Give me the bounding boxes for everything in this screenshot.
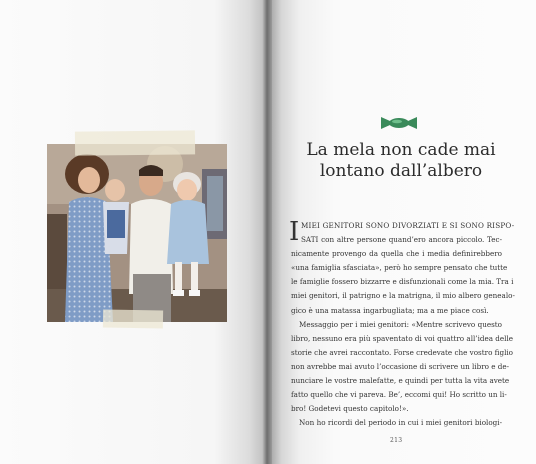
text-line: Non ho ricordi del periodo in cui i miei genitori biologi- [299, 418, 502, 428]
chapter-title [291, 140, 511, 182]
text-line: storie che avrei raccontato. Forse credevate che vostro figlio [291, 347, 513, 357]
text-line: nicamente provengo da quella che i media definirebbero [291, 249, 502, 259]
wrapped-candy-icon [380, 115, 418, 131]
text-line: SATI con altre persone quand’ero ancora piccolo. Tec- [301, 235, 502, 245]
book-gutter [262, 0, 272, 464]
text-line: bro! Godetevi questo capitolo!». [291, 404, 409, 414]
photo-tape-top [75, 130, 195, 155]
chapter-title-line-1: La mela non cade mai [306, 140, 496, 160]
text-line: le famiglie fossero bizzarre e disfunzionali come la mia. Tra i [291, 277, 514, 287]
text-line: gico è una matassa ingarbugliata; ma a me piace così. [291, 305, 489, 315]
drop-cap: I [289, 217, 300, 247]
text-line: nunciare le vostre malefatte, e quindi per tutta la vita avete [291, 376, 510, 386]
chapter-title-line-2: lontano dall’albero [319, 161, 483, 181]
text-line: non avrebbe mai avuto l’occasione di scrivere un libro e de- [291, 361, 510, 371]
family-photo [47, 144, 227, 322]
text-line: fatto quello che vi pareva. Be’, eccomi qui! Ho scritto un li- [291, 390, 507, 400]
text-line: Messaggio per i miei genitori: «Mentre scrivevo questo [299, 319, 502, 329]
text-line: miei genitori, il patrigno e la matrigna, il mio albero genealo- [291, 291, 515, 301]
page-number: 213 [390, 437, 403, 444]
text-line: MIEI GENITORI SONO DIVORZIATI E SI SONO RISPO- [301, 221, 515, 230]
chapter-body [289, 217, 515, 430]
text-line: «una famiglia sfasciata», però ho sempre pensato che tutte [291, 263, 508, 273]
photo-tape-bottom [103, 309, 163, 328]
text-line: libro, nessuno era più spaventato di voi quattro all’idea delle [291, 333, 514, 343]
